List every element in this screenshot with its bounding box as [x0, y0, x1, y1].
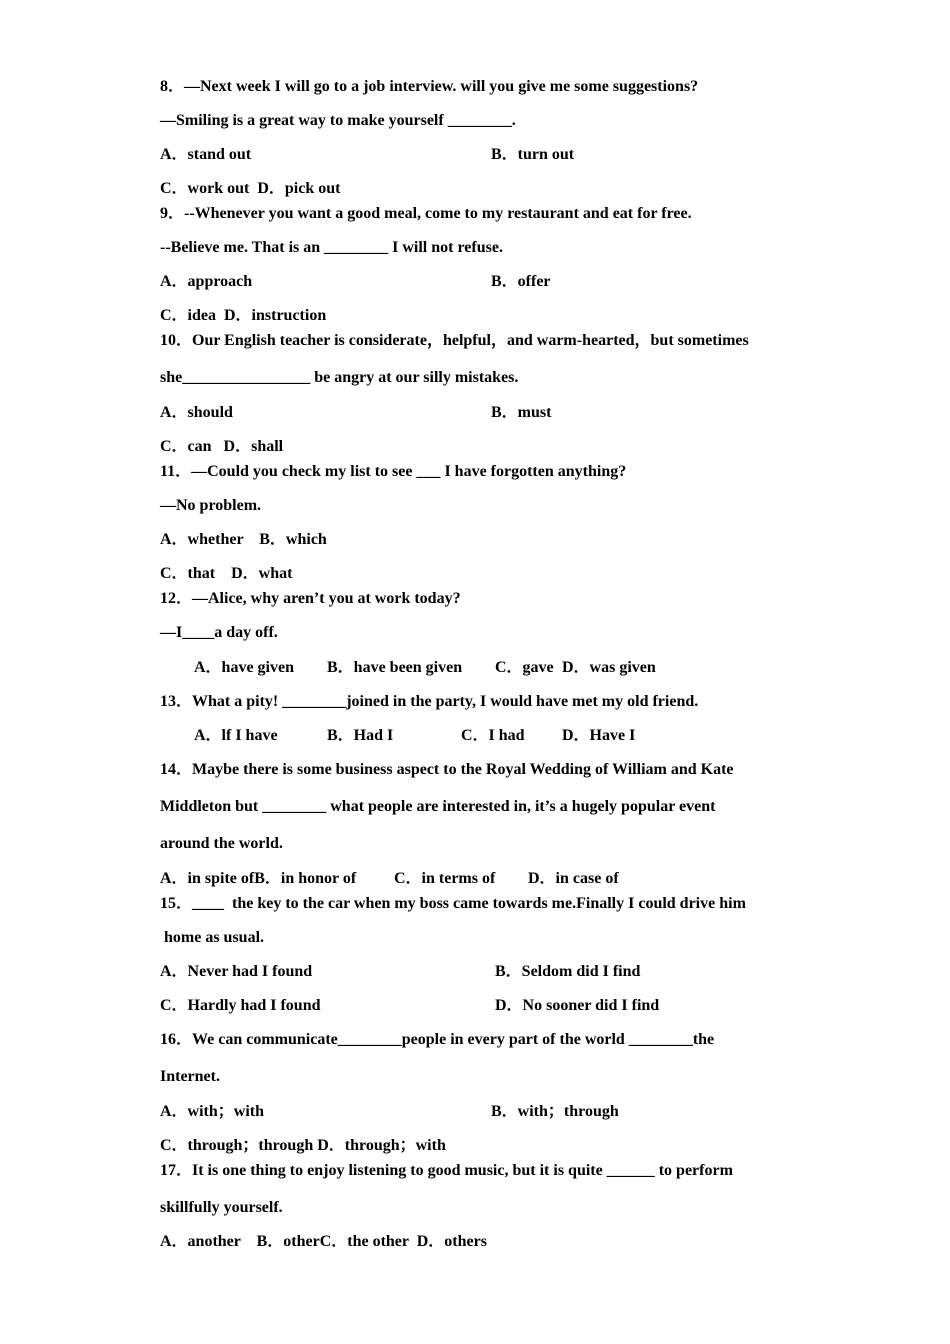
q15-option-c: C．Hardly had I found [160, 997, 321, 1014]
q12-option-b: B．have been given [327, 659, 463, 676]
q12-option-d: D．was given [562, 659, 656, 676]
q9-response: --Believe me. That is an ________ I will not refuse. [160, 239, 503, 256]
q9-option-b: B．offer [491, 273, 551, 290]
q13-option-d: D．Have I [562, 727, 636, 744]
q14-stem: 14．Maybe there is some business aspect to the Royal Wedding of William and Kate [160, 761, 734, 778]
q12-option-c: C．gave [495, 659, 554, 676]
q14-option-d: D．in case of [528, 870, 619, 887]
q12-option-a: A．have given [194, 659, 295, 676]
q8-options-cd: C．work out D．pick out [160, 180, 341, 197]
q13-option-a: A．lf I have [194, 727, 278, 744]
q8-stem: 8．—Next week I will go to a job interview. will you give me some suggestions? [160, 78, 699, 95]
q12-stem: 12．—Alice, why aren’t you at work today? [160, 590, 461, 607]
q14-options-ab: A．in spite ofB．in honor of [160, 870, 357, 887]
q11-response: —No problem. [160, 497, 262, 514]
q13-option-b: B．Had I [327, 727, 394, 744]
q10-option-b: B．must [491, 404, 552, 421]
q10-stem: 10．Our English teacher is considerate，helpful，and warm-hearted，but sometimes [160, 332, 749, 349]
q17-stem: 17．It is one thing to enjoy listening to good music, but it is quite ______ to perform [160, 1162, 733, 1179]
q8-option-b: B．turn out [491, 146, 575, 163]
q16-option-a: A．with；with [160, 1103, 265, 1120]
q15-option-b: B．Seldom did I find [495, 963, 641, 980]
q16-stem: 16．We can communicate________people in every part of the world ________the [160, 1031, 715, 1048]
q15-option-d: D．No sooner did I find [495, 997, 660, 1014]
q16-stem-line2: Internet. [160, 1068, 220, 1085]
q11-options-cd: C．that D．what [160, 565, 293, 582]
q15-stem-line2: home as usual. [160, 929, 265, 946]
q10-stem-line2: she________________ be angry at our silly mistakes. [160, 369, 519, 386]
q9-stem: 9．--Whenever you want a good meal, come to my restaurant and eat for free. [160, 205, 692, 222]
q8-response: —Smiling is a great way to make yourself ________. [160, 112, 516, 129]
q11-stem: 11．—Could you check my list to see ___ I have forgotten anything? [160, 463, 627, 480]
q10-options-cd: C．can D．shall [160, 438, 284, 455]
q13-stem: 13．What a pity! ________joined in the party, I would have met my old friend. [160, 693, 699, 710]
q17-options: A．another B．otherC．the other D．others [160, 1233, 487, 1250]
q8-option-a: A．stand out [160, 146, 252, 163]
q9-options-cd: C．idea D．instruction [160, 307, 327, 324]
q17-stem-line2: skillfully yourself. [160, 1199, 283, 1216]
q14-stem-line3: around the world. [160, 835, 283, 852]
q13-option-c: C．I had [461, 727, 525, 744]
q10-option-a: A．should [160, 404, 233, 421]
q12-response: —I____a day off. [160, 624, 278, 641]
q15-stem: 15．____ the key to the car when my boss came towards me.Finally I could drive him [160, 895, 746, 912]
q9-option-a: A．approach [160, 273, 253, 290]
q15-option-a: A．Never had I found [160, 963, 313, 980]
q16-option-b: B．with；through [491, 1103, 619, 1120]
q14-option-c: C．in terms of [394, 870, 496, 887]
q11-options-ab: A．whether B．which [160, 531, 327, 548]
q14-stem-line2: Middleton but ________ what people are interested in, it’s a hugely popular event [160, 798, 716, 815]
q16-options-cd: C．through；through D．through；with [160, 1137, 446, 1154]
